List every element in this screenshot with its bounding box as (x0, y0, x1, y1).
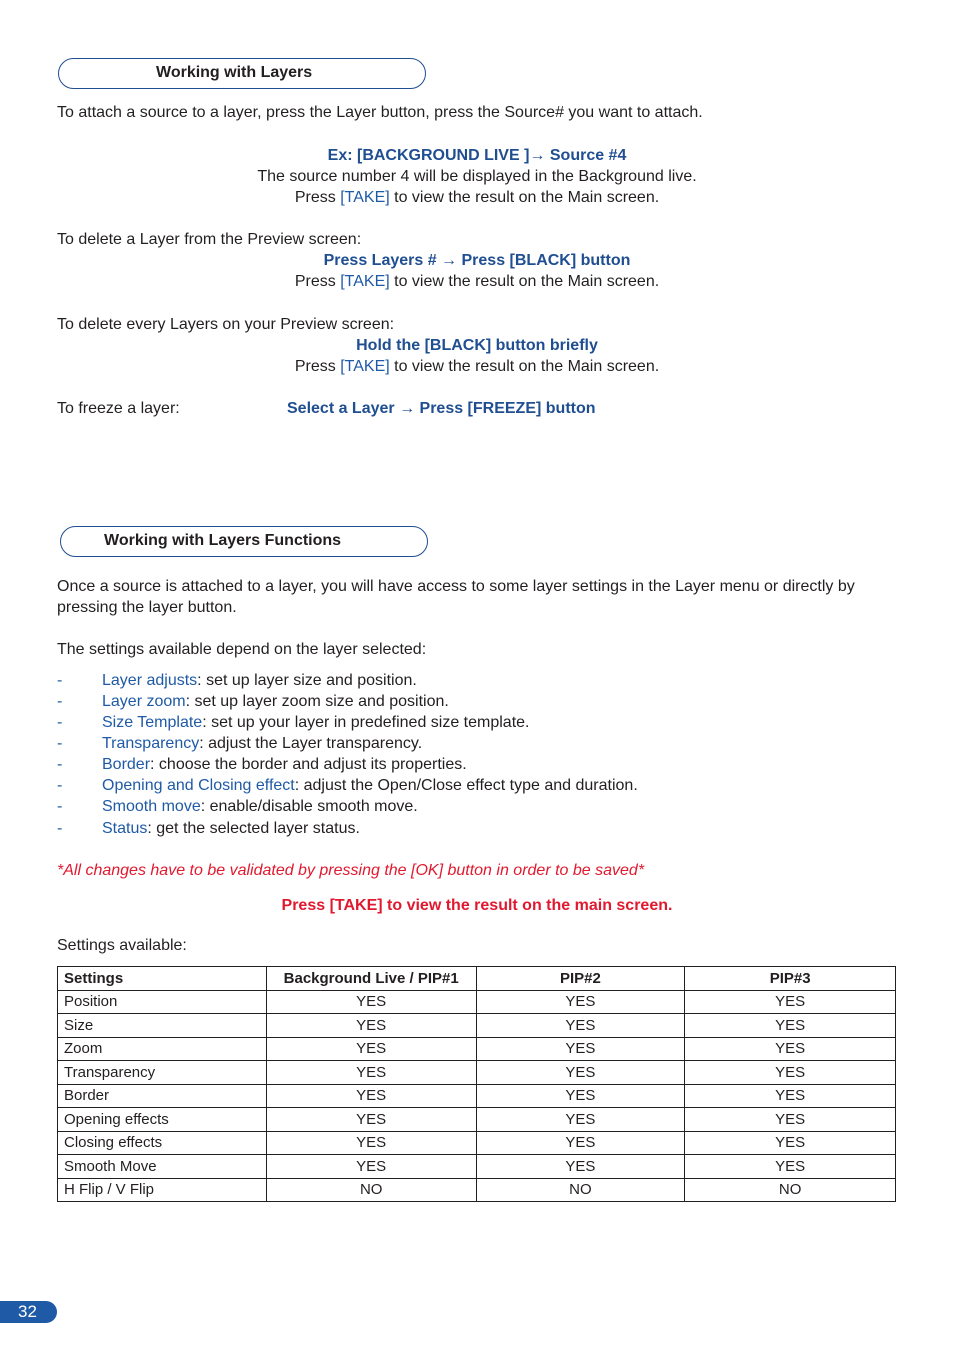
item-desc: : get the selected layer status. (147, 820, 360, 837)
setting-value-cell: NO (266, 1178, 476, 1202)
delete-all-command: Hold the [BLACK] button briefly (356, 337, 598, 354)
setting-value-cell: NO (685, 1178, 896, 1202)
example-description: The source number 4 will be displayed in the Background live. (257, 168, 697, 185)
setting-name-cell: Smooth Move (58, 1155, 267, 1179)
press-text: Press (294, 189, 341, 206)
item-term: Transparency (102, 735, 200, 752)
item-term: Layer zoom (102, 693, 186, 710)
validation-note: *All changes have to be validated by pressing the [OK] button in order to be saved* (57, 862, 645, 879)
item-term: Opening and Closing effect (102, 777, 295, 794)
setting-value-cell: YES (476, 1155, 685, 1179)
item-term: Size Template (102, 714, 203, 731)
setting-name-cell: Zoom (58, 1037, 267, 1061)
table-header-row (58, 967, 896, 991)
section-title: Working with Layers (156, 64, 313, 81)
table-row (58, 1061, 896, 1085)
item-term: Smooth move (102, 798, 201, 815)
take-instruction (0, 187, 954, 208)
intro-text: To attach a source to a layer, press the Layer button, press the Source# you want to attach. (57, 104, 703, 121)
bullet-dash: - (57, 777, 63, 794)
setting-name-cell: Position (58, 990, 267, 1014)
setting-name-cell: Size (58, 1014, 267, 1038)
table-row (58, 1014, 896, 1038)
setting-value-cell: YES (266, 1014, 476, 1038)
take-note: Press [TAKE] to view the result on the main screen. (281, 897, 673, 914)
take-result-text: to view the result on the Main screen. (389, 358, 660, 375)
table-row (58, 1155, 896, 1179)
column-header: Settings (58, 967, 267, 991)
section-header-layers-functions (60, 526, 428, 557)
setting-name-cell: Opening effects (58, 1108, 267, 1132)
section-header-working-with-layers (58, 58, 426, 89)
item-term: Border (102, 756, 151, 773)
setting-value-cell: YES (266, 1155, 476, 1179)
item-desc: : adjust the Open/Close effect type and duration. (294, 777, 638, 794)
bullet-dash: - (57, 756, 63, 773)
bullet-dash: - (57, 714, 63, 731)
setting-value-cell: YES (476, 990, 685, 1014)
setting-value-cell: YES (685, 1108, 896, 1132)
setting-value-cell: YES (685, 1061, 896, 1085)
setting-name-cell: Border (58, 1084, 267, 1108)
item-desc: : set up layer zoom size and position. (185, 693, 449, 710)
bullet-dash: - (57, 672, 63, 689)
setting-value-cell: YES (266, 1108, 476, 1132)
freeze-text: To freeze a layer: (57, 400, 180, 417)
take-result-text: to view the result on the Main screen. (389, 273, 660, 290)
section-title: Working with Layers Functions (104, 532, 342, 549)
freeze-command: Select a Layer → Press [FREEZE] button (287, 400, 596, 417)
settings-table (57, 966, 896, 1202)
setting-value-cell: YES (476, 1108, 685, 1132)
setting-value-cell: NO (476, 1178, 685, 1202)
column-header: Background Live / PIP#1 (266, 967, 476, 991)
setting-name-cell: H Flip / V Flip (58, 1178, 267, 1202)
table-row (58, 1131, 896, 1155)
setting-value-cell: YES (476, 1131, 685, 1155)
setting-name-cell: Transparency (58, 1061, 267, 1085)
delete-all-text: To delete every Layers on your Preview screen: (57, 316, 395, 333)
column-header: PIP#2 (476, 967, 685, 991)
table-row (58, 990, 896, 1014)
take-key: [TAKE] (340, 189, 390, 206)
example-command: Ex: [BACKGROUND LIVE ]→ Source #4 (327, 147, 627, 164)
page-number: 32 (0, 1301, 57, 1323)
item-desc: : set up layer size and position. (197, 672, 417, 689)
setting-value-cell: YES (685, 990, 896, 1014)
take-key: [TAKE] (340, 273, 390, 290)
table-row (58, 1037, 896, 1061)
item-desc: : choose the border and adjust its properties. (150, 756, 467, 773)
setting-value-cell: YES (685, 1084, 896, 1108)
setting-value-cell: YES (685, 1131, 896, 1155)
table-row (58, 1084, 896, 1108)
settings-depend-text: The settings available depend on the layer selected: (57, 641, 427, 658)
item-desc: : enable/disable smooth move. (200, 798, 418, 815)
press-text: Press (294, 273, 341, 290)
bullet-dash: - (57, 820, 63, 837)
setting-value-cell: YES (266, 1084, 476, 1108)
bullet-dash: - (57, 798, 63, 815)
column-header: PIP#3 (685, 967, 896, 991)
take-instruction (0, 356, 954, 377)
setting-value-cell: YES (685, 1014, 896, 1038)
setting-value-cell: YES (266, 1131, 476, 1155)
item-desc: : adjust the Layer transparency. (199, 735, 423, 752)
bullet-dash: - (57, 693, 63, 710)
setting-value-cell: YES (266, 1037, 476, 1061)
setting-value-cell: YES (476, 1061, 685, 1085)
setting-value-cell: YES (266, 990, 476, 1014)
take-instruction (0, 271, 954, 292)
delete-layer-command: Press Layers # → Press [BLACK] button (323, 252, 631, 269)
press-text: Press (294, 358, 341, 375)
item-term: Layer adjusts (102, 672, 198, 689)
table-body (58, 990, 896, 1202)
setting-value-cell: YES (476, 1084, 685, 1108)
setting-value-cell: YES (266, 1061, 476, 1085)
table-row (58, 1178, 896, 1202)
setting-value-cell: YES (685, 1037, 896, 1061)
table-row (58, 1108, 896, 1132)
item-desc: : set up your layer in predefined size template. (202, 714, 530, 731)
delete-layer-text: To delete a Layer from the Preview screen: (57, 231, 362, 248)
setting-value-cell: YES (685, 1155, 896, 1179)
bullet-dash: - (57, 735, 63, 752)
item-term: Status (102, 820, 148, 837)
setting-value-cell: YES (476, 1014, 685, 1038)
setting-name-cell: Closing effects (58, 1131, 267, 1155)
setting-value-cell: YES (476, 1037, 685, 1061)
take-result-text: to view the result on the Main screen. (389, 189, 660, 206)
functions-intro-text: Once a source is attached to a layer, you will have access to some layer settings in the Layer menu or directly by pressing the layer button. (57, 578, 855, 616)
take-key: [TAKE] (340, 358, 390, 375)
settings-available-label: Settings available: (57, 937, 187, 954)
